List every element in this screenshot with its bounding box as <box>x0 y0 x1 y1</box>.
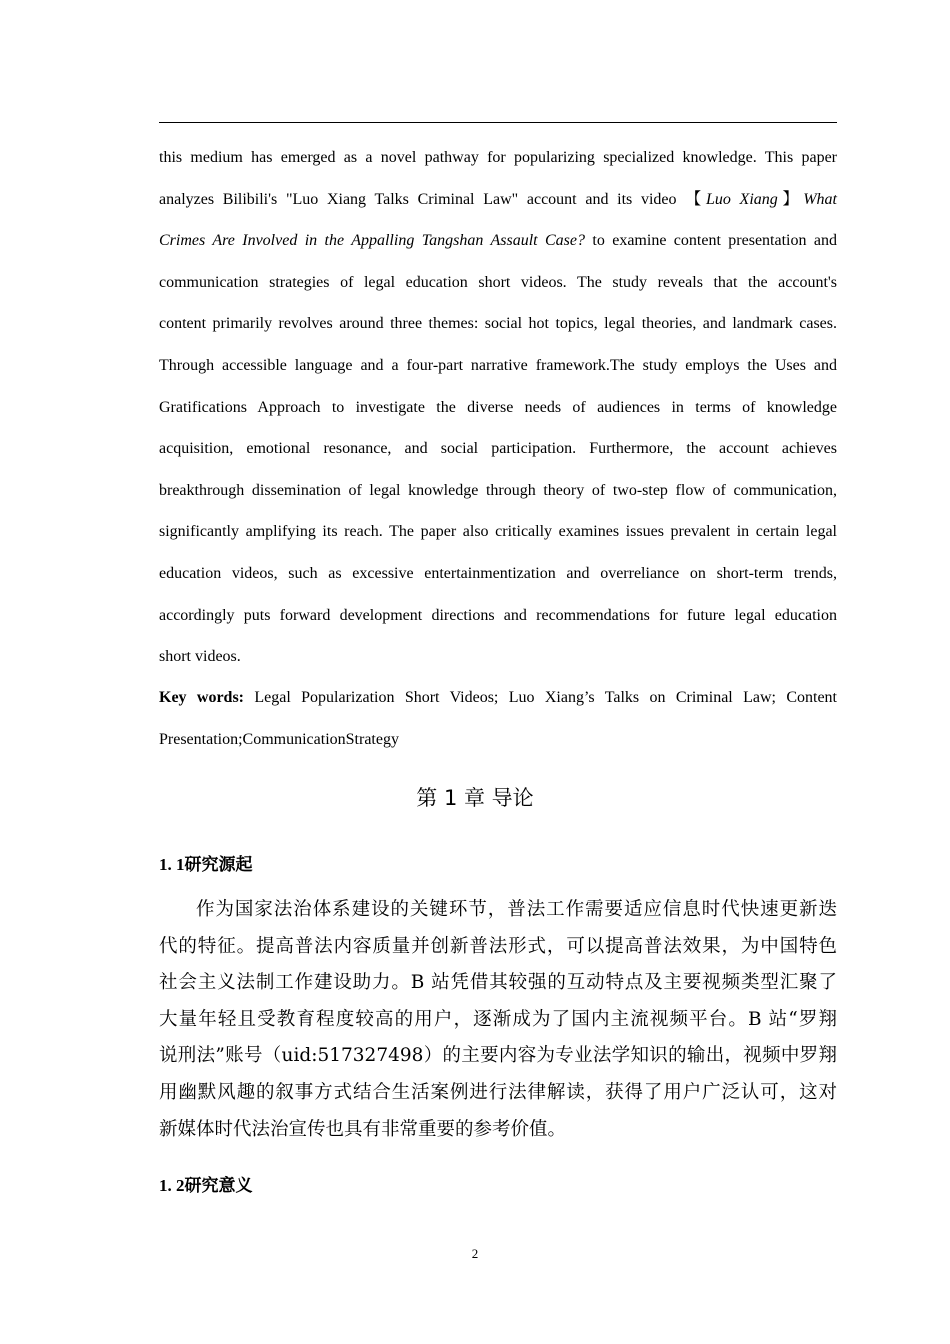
abstract-line: Gratifications Approach to investigate the diverse needs of audiences in terms of knowledge <box>159 398 837 416</box>
abstract-line: accordingly puts forward development directions and recommendations for future legal education <box>159 606 837 624</box>
video-author-italic: Luo Xiang <box>705 190 778 208</box>
keywords-line: Presentation;CommunicationStrategy <box>159 730 399 748</box>
abstract-line: Through accessible language and a four-part narrative framework.The study employs the Uses and <box>159 356 837 374</box>
body-line: 代的特征。提高普法内容质量并创新普法形式，可以提高普法效果，为中国特色 <box>159 935 837 957</box>
abstract-line: short videos. <box>159 648 241 666</box>
section-number: 1. 1 <box>159 855 185 874</box>
abstract-line: significantly amplifying its reach. The paper also critically examines issues prevalent in certain legal <box>159 523 837 541</box>
video-title-italic: Crimes Are Involved in the Appalling Tangshan Assault Case? <box>159 232 585 250</box>
abstract-line <box>159 179 837 221</box>
section-heading <box>159 850 253 875</box>
body-line: 新媒体时代法治宣传也具有非常重要的参考价值。 <box>159 1118 567 1140</box>
abstract-text: to examine content presentation and <box>584 232 837 250</box>
section-title: 研究意义 <box>184 1176 253 1196</box>
section-number: 1. 2 <box>159 1176 185 1195</box>
abstract-line: education videos, such as excessive entertainmentization and overreliance on short-term trends, <box>159 564 837 582</box>
keywords-line <box>159 677 837 719</box>
abstract-paragraph <box>159 137 837 678</box>
body-line: 用幽默风趣的叙事方式结合生活案例进行法律解读，获得了用户广泛认可，这对 <box>159 1081 837 1103</box>
abstract-line: communication strategies of legal education short videos. The study reveals that the account's <box>159 273 837 291</box>
bracket-close: 】 <box>777 190 804 208</box>
keywords <box>159 677 837 760</box>
body-line: 作为国家法治体系建设的关键环节，普法工作需要适应信息时代快速更新迭 <box>196 899 837 920</box>
abstract-line: content primarily revolves around three themes: social hot topics, legal theories, and landmark cases. <box>159 315 837 333</box>
bracket-open: 【 <box>685 190 706 208</box>
abstract-line: this medium has emerged as a novel pathway for popularizing specialized knowledge. This paper <box>159 149 837 166</box>
abstract-text: analyzes Bilibili's "Luo Xiang Talks Criminal Law" account and its video <box>159 190 686 208</box>
chapter-title: 第 1 章 导论 <box>416 786 534 810</box>
section-body-paragraph <box>159 892 837 1148</box>
section-heading <box>159 1171 253 1196</box>
section-title: 研究源起 <box>184 855 253 875</box>
body-line: 说刑法”账号（uid:517327498）的主要内容为专业法学知识的输出，视频中罗翔 <box>159 1045 837 1067</box>
page-number: 2 <box>471 1246 479 1261</box>
body-line: 社会主义法制工作建设助力。B 站凭借其较强的互动特点及主要视频类型汇聚了 <box>159 972 837 994</box>
abstract-line: acquisition, emotional resonance, and social participation. Furthermore, the account achieves <box>159 440 837 458</box>
abstract-line: breakthrough dissemination of legal knowledge through theory of two-step flow of communication, <box>159 481 837 499</box>
video-title-italic: What <box>803 190 837 208</box>
abstract-line <box>159 220 837 262</box>
keywords-text: Legal Popularization Short Videos; Luo Xiang’s Talks on Criminal Law; Content <box>244 689 837 706</box>
body-line: 大量年轻且受教育程度较高的用户，逐渐成为了国内主流视频平台。B 站“罗翔 <box>159 1008 837 1030</box>
keywords-label: Key words: <box>159 689 245 706</box>
header-rule <box>159 122 837 123</box>
